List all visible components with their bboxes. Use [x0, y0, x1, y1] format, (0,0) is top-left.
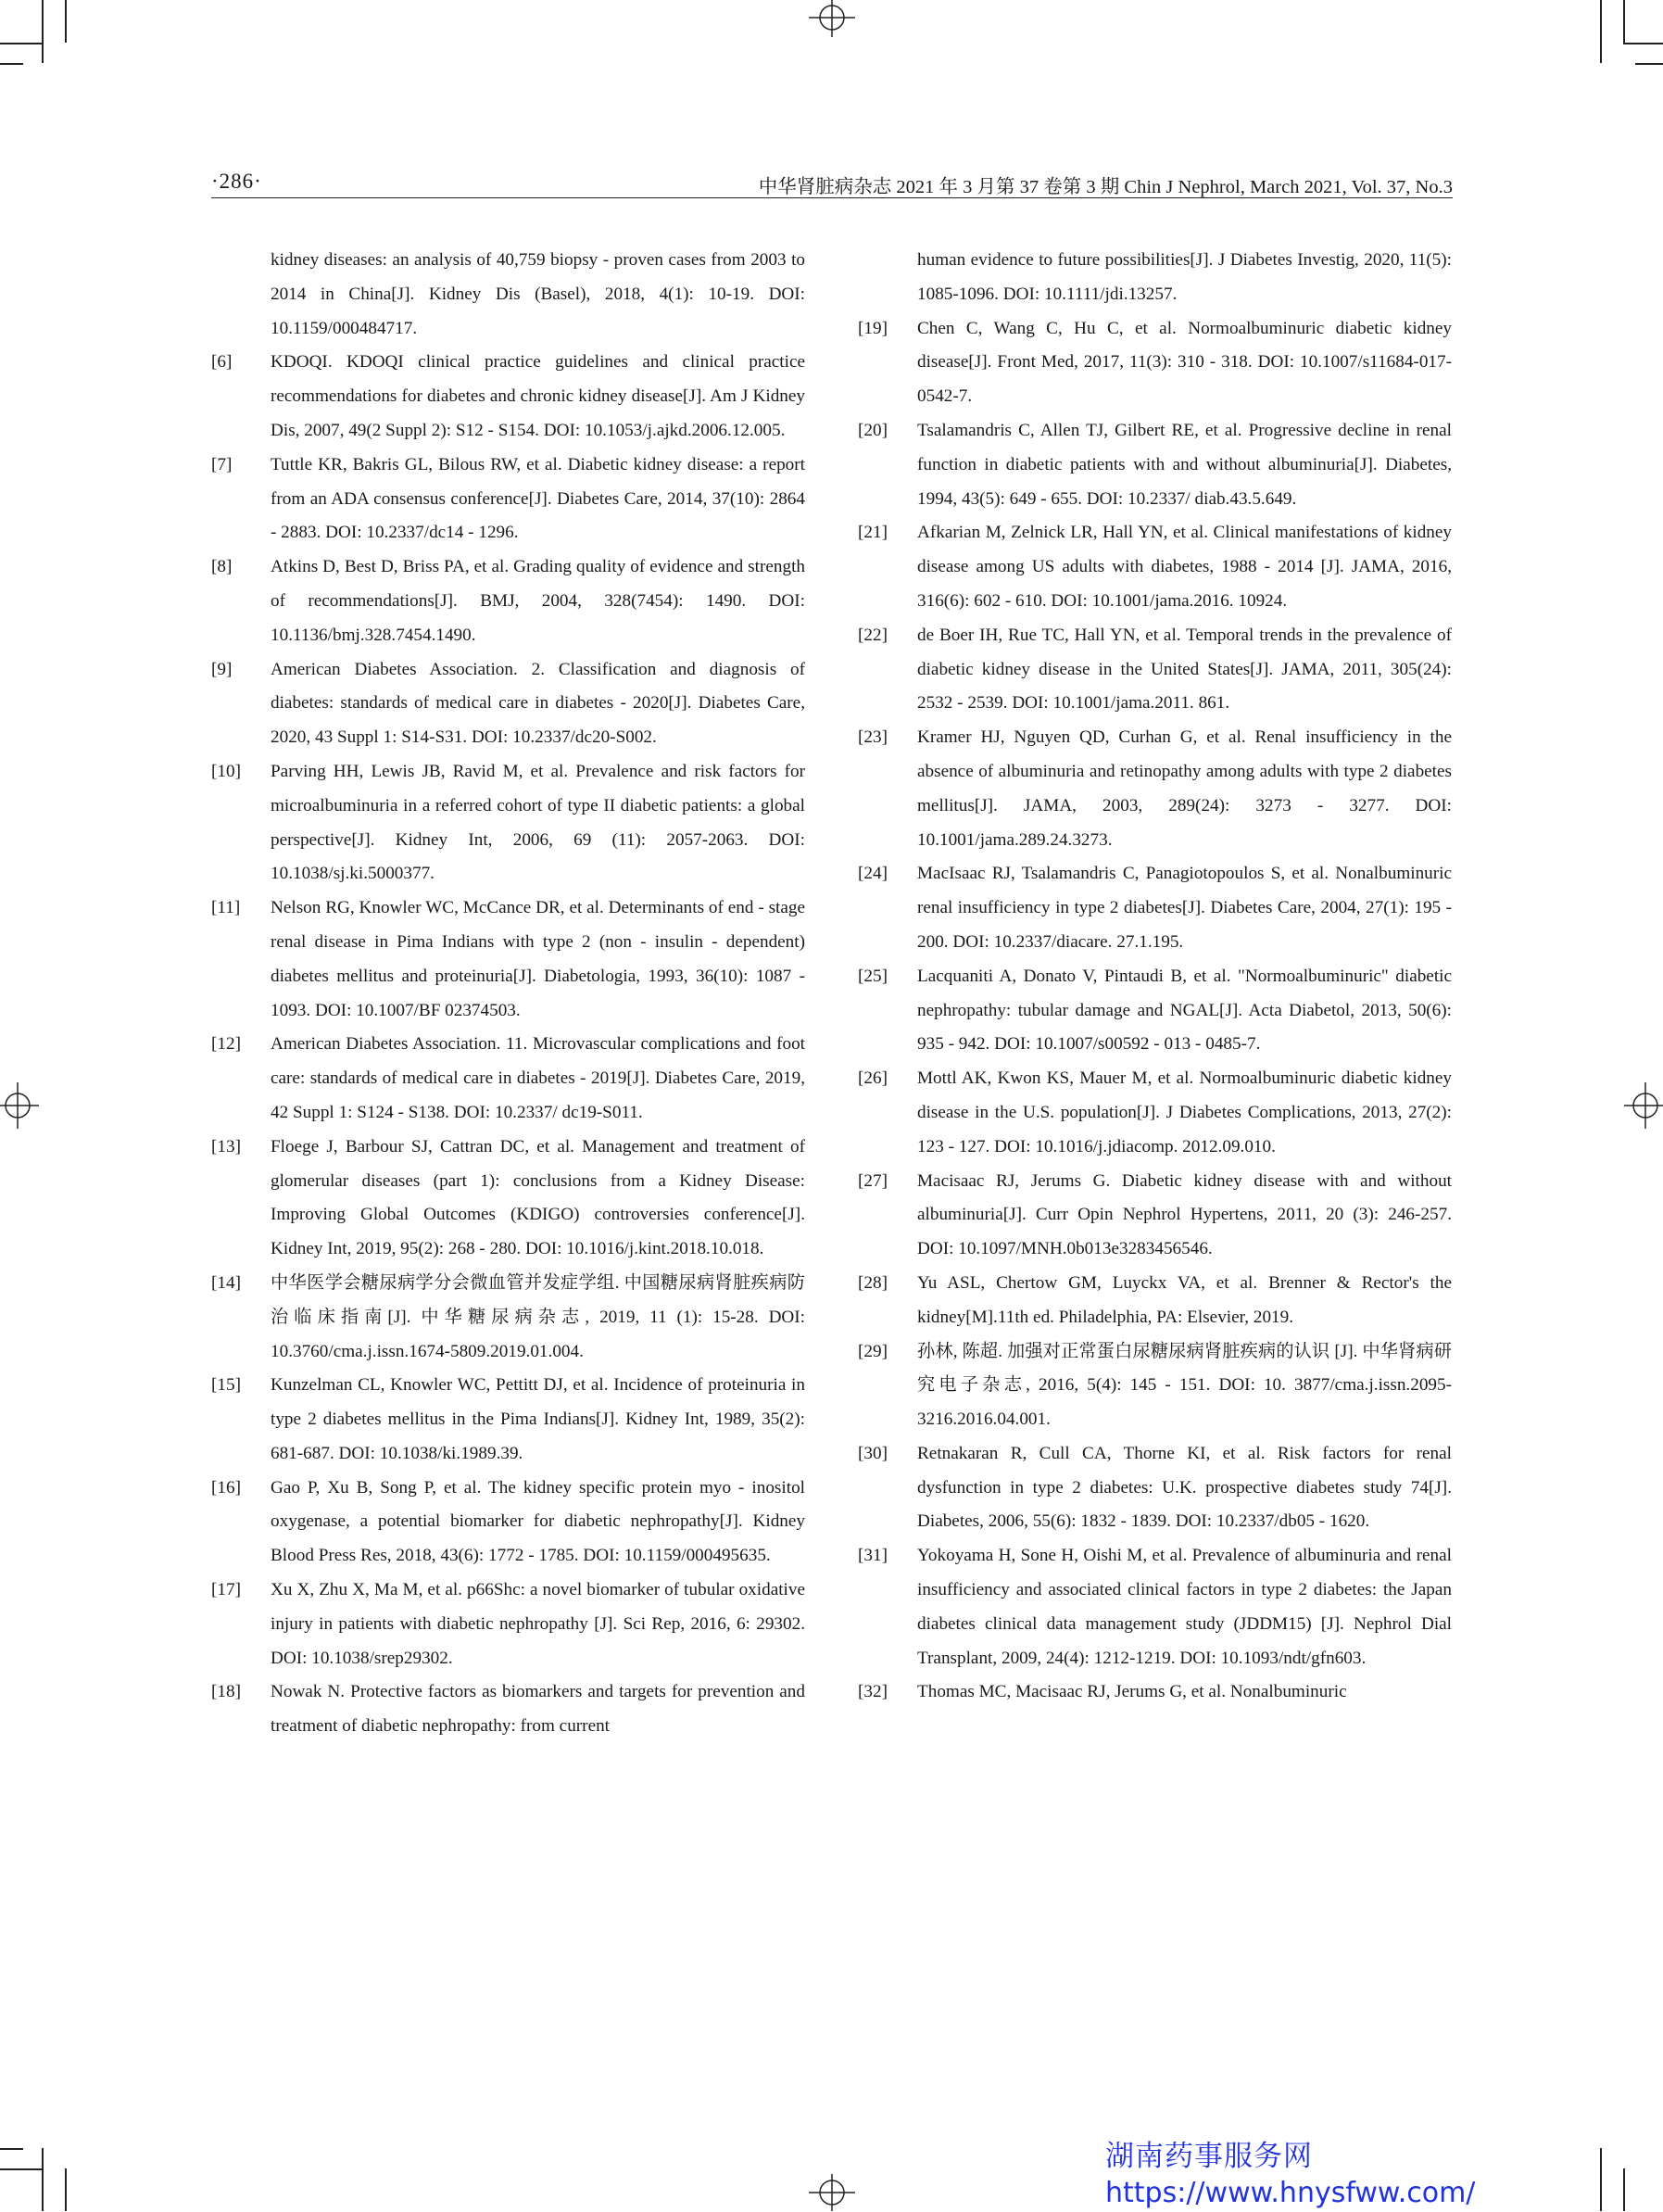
- reference-number: [23]: [858, 727, 888, 748]
- reference-text: Kramer HJ, Nguyen QD, Curhan G, et al. Renal insufficiency in the absence of albuminuria and retinopathy among adults with type 2 diabetes mellitus[J]. JAMA, 2003, 289(24): 3273 - 3277. DOI: 10.1001/jama.289.24.3273.: [917, 727, 1452, 850]
- reference-number: [16]: [211, 1477, 241, 1498]
- reference-number: [30]: [858, 1443, 888, 1463]
- reference-text: Yokoyama H, Sone H, Oishi M, et al. Prevalence of albuminuria and renal insufficiency and associated clinical factors in type 2 diabetes: the Japan diabetes clinical data management study (JDDM15) [J]. Nephrol Dial Transplant, 2009, 24(4): 1212-1219. DOI: 10.1093/ndt/gfn603.: [917, 1546, 1452, 1668]
- crop-mark: [1600, 2148, 1602, 2211]
- crop-mark: [65, 2168, 67, 2211]
- reference-entry: [211, 1131, 805, 1267]
- reference-entry: [858, 619, 1452, 721]
- reference-text: Lacquaniti A, Donato V, Pintaudi B, et al. "Normoalbuminuric" diabetic nephropathy: tubular damage and NGAL[J]. Acta Diabetol, 2013, 50(6): 935 - 942. DOI: 10.1007/s00592 - 013 - 0485-7.: [917, 966, 1452, 1055]
- reference-entry: [858, 516, 1452, 618]
- registration-mark-icon: [809, 2170, 855, 2211]
- reference-entry: [858, 1267, 1452, 1335]
- reference-number: [6]: [211, 352, 233, 373]
- reference-entry: [858, 312, 1452, 414]
- reference-number: [15]: [211, 1375, 241, 1396]
- reference-number: [9]: [211, 659, 233, 679]
- reference-text: MacIsaac RJ, Tsalamandris C, Panagiotopoulos S, et al. Nonalbuminuric renal insufficiency in type 2 diabetes[J]. Diabetes Care, 2004, 27(1): 195 - 200. DOI: 10.2337/diacare. 27.1.195.: [917, 864, 1452, 952]
- reference-text: Atkins D, Best D, Briss PA, et al. Grading quality of evidence and strength of recommendations[J]. BMJ, 2004, 328(7454): 1490. DOI: 10.1136/bmj.328.7454.1490.: [271, 557, 805, 645]
- reference-text: Tsalamandris C, Allen TJ, Gilbert RE, et al. Progressive decline in renal function in diabetic patients with and without albuminuria[J]. Diabetes, 1994, 43(5): 649 - 655. DOI: 10.2337/ diab.43.5.649.: [917, 420, 1452, 509]
- reference-text: Afkarian M, Zelnick LR, Hall YN, et al. Clinical manifestations of kidney disease among US adults with diabetes, 1988 - 2014 [J]. JAMA, 2016, 316(6): 602 - 610. DOI: 10.1001/jama.2016. 10924.: [917, 523, 1452, 611]
- crop-mark: [42, 2148, 44, 2211]
- reference-text: de Boer IH, Rue TC, Hall YN, et al. Temporal trends in the prevalence of diabetic kidney disease in the United States[J]. JAMA, 2011, 305(24): 2532 - 2539. DOI: 10.1001/jama.2011. 861.: [917, 625, 1452, 714]
- reference-text: Mottl AK, Kwon KS, Mauer M, et al. Normoalbuminuric diabetic kidney disease in the U.S. population[J]. J Diabetes Complications, 2013, 27(2): 123 - 127. DOI: 10.1016/j.jdiacomp. 2012.09.010.: [917, 1068, 1452, 1157]
- reference-number: [8]: [211, 557, 233, 577]
- reference-entry: [211, 755, 805, 891]
- reference-entry: [211, 449, 805, 550]
- reference-entry: [211, 1369, 805, 1471]
- reference-entry: [211, 653, 805, 755]
- registration-mark-icon: [0, 1082, 39, 1129]
- reference-entry: [211, 550, 805, 652]
- reference-entry: [858, 960, 1452, 1062]
- journal-info: 中华肾脏病杂志 2021 年 3 月第 37 卷第 3 期 Chin J Nephrol, March 2021, Vol. 37, No.3: [758, 177, 1453, 197]
- reference-entry: [858, 1062, 1452, 1164]
- reference-number: [20]: [858, 420, 888, 440]
- crop-mark: [1623, 2168, 1625, 2211]
- reference-number: [29]: [858, 1341, 888, 1361]
- reference-text: Nowak N. Protective factors as biomarkers and targets for prevention and treatment of diabetic nephropathy: from current: [271, 1682, 805, 1737]
- crop-mark: [0, 2148, 23, 2150]
- reference-entry: [211, 244, 805, 346]
- reference-column-right: [858, 244, 1452, 1710]
- page-number: ·286·: [211, 170, 262, 193]
- reference-entry: [858, 1165, 1452, 1267]
- reference-entry: [858, 244, 1452, 312]
- reference-text: Nelson RG, Knowler WC, McCance DR, et al. Determinants of end - stage renal disease in Pima Indians with type 2 (non - insulin - dependent) diabetes mellitus and proteinuria[J]. Diabetologia, 1993, 36(10): 1087 - 1093. DOI: 10.1007/BF 02374503.: [271, 898, 805, 1020]
- reference-number: [21]: [858, 523, 888, 543]
- reference-text: Retnakaran R, Cull CA, Thorne KI, et al. Risk factors for renal dysfunction in type 2 diabetes: U.K. prospective diabetes study 74[J]. Diabetes, 2006, 55(6): 1832 - 1839. DOI: 10.2337/db05 - 1620.: [917, 1443, 1452, 1532]
- crop-mark: [0, 43, 43, 44]
- watermark-title: 湖南药事服务网: [1105, 2140, 1313, 2173]
- reference-number: [19]: [858, 318, 888, 338]
- reference-entry: [858, 857, 1452, 959]
- reference-number: [28]: [858, 1272, 888, 1293]
- reference-number: [17]: [211, 1580, 241, 1600]
- reference-text: Chen C, Wang C, Hu C, et al. Normoalbuminuric diabetic kidney disease[J]. Front Med, 2017, 11(3): 310 - 318. DOI: 10.1007/s11684-017-0542-7.: [917, 318, 1452, 407]
- reference-text: human evidence to future possibilities[J]. J Diabetes Investig, 2020, 11(5): 1085-1096. DOI: 10.1111/jdi.13257.: [917, 250, 1452, 304]
- reference-text: Gao P, Xu B, Song P, et al. The kidney specific protein myo - inositol oxygenase, a potential biomarker for diabetic nephropathy[J]. Kidney Blood Press Res, 2018, 43(6): 1772 - 1785. DOI: 10.1159/000495635.: [271, 1477, 805, 1566]
- registration-mark-icon: [809, 0, 855, 42]
- reference-entry: [858, 1437, 1452, 1539]
- reference-number: [26]: [858, 1068, 888, 1089]
- running-header: [211, 168, 1453, 198]
- crop-mark: [0, 63, 23, 65]
- registration-mark-icon: [1624, 1082, 1663, 1129]
- crop-mark: [0, 2168, 43, 2170]
- reference-number: [7]: [211, 454, 233, 474]
- reference-number: [14]: [211, 1272, 241, 1293]
- reference-text: Macisaac RJ, Jerums G. Diabetic kidney disease with and without albuminuria[J]. Curr Opin Nephrol Hypertens, 2011, 20 (3): 246-257. DOI: 10.1097/MNH.0b013e3283456546.: [917, 1170, 1452, 1259]
- reference-entry: [858, 1675, 1452, 1710]
- crop-mark: [1600, 0, 1602, 63]
- reference-number: [24]: [858, 864, 888, 884]
- watermark-url[interactable]: https://www.hnysfww.com/: [1105, 2177, 1476, 2209]
- reference-number: [18]: [211, 1682, 241, 1702]
- crop-mark: [1623, 43, 1663, 44]
- reference-number: [22]: [858, 625, 888, 645]
- reference-entry: [211, 1267, 805, 1369]
- reference-entry: [211, 346, 805, 448]
- reference-entry: [211, 891, 805, 1028]
- reference-number: [31]: [858, 1546, 888, 1566]
- reference-text: Kunzelman CL, Knowler WC, Pettitt DJ, et al. Incidence of proteinuria in type 2 diabetes mellitus in the Pima Indians[J]. Kidney Int, 1989, 35(2): 681-687. DOI: 10.1038/ki.1989.39.: [271, 1375, 805, 1463]
- reference-entry: [858, 414, 1452, 516]
- reference-number: [11]: [211, 898, 241, 918]
- reference-entry: [211, 1675, 805, 1744]
- reference-entry: [211, 1028, 805, 1130]
- reference-entry: [858, 721, 1452, 857]
- reference-number: [27]: [858, 1170, 888, 1191]
- reference-text: Xu X, Zhu X, Ma M, et al. p66Shc: a novel biomarker of tubular oxidative injury in patients with diabetic nephropathy [J]. Sci Rep, 2016, 6: 29302. DOI: 10.1038/srep29302.: [271, 1580, 805, 1668]
- reference-number: [12]: [211, 1034, 241, 1055]
- reference-number: [13]: [211, 1136, 241, 1157]
- site-watermark: [1105, 2138, 1504, 2212]
- reference-text: American Diabetes Association. 11. Microvascular complications and foot care: standards of medical care in diabetes - 2019[J]. Diabetes Care, 2019, 42 Suppl 1: S124 - S138. DOI: 10.2337/ dc19-S011.: [271, 1034, 805, 1122]
- reference-text: Parving HH, Lewis JB, Ravid M, et al. Prevalence and risk factors for microalbuminuria in a referred cohort of type II diabetic patients: a global perspective[J]. Kidney Int, 2006, 69 (11): 2057-2063. DOI: 10.1038/sj.ki.5000377.: [271, 761, 805, 884]
- reference-number: [25]: [858, 966, 888, 986]
- reference-entry: [211, 1472, 805, 1574]
- reference-text: 中华医学会糖尿病学分会微血管并发症学组. 中国糖尿病肾脏疾病防治临床指南[J]. 中华糖尿病杂志, 2019, 11 (1): 15-28. DOI: 10.3760/cma.j.issn.1674-5809.2019.01.004.: [271, 1272, 805, 1361]
- reference-number: [32]: [858, 1682, 888, 1702]
- reference-text: KDOQI. KDOQI clinical practice guidelines and clinical practice recommendations for diabetes and chronic kidney disease[J]. Am J Kidney Dis, 2007, 49(2 Suppl 2): S12 - S154. DOI: 10.1053/j.ajkd.2006.12.005.: [271, 352, 805, 440]
- reference-entry: [858, 1539, 1452, 1675]
- reference-text: kidney diseases: an analysis of 40,759 biopsy - proven cases from 2003 to 2014 in China[J]. Kidney Dis (Basel), 2018, 4(1): 10-19. DOI: 10.1159/000484717.: [271, 250, 805, 338]
- reference-column-left: [211, 244, 805, 1744]
- reference-text: American Diabetes Association. 2. Classification and diagnosis of diabetes: standards of medical care in diabetes - 2020[J]. Diabetes Care, 2020, 43 Suppl 1: S14-S31. DOI: 10.2337/dc20-S002.: [271, 659, 805, 748]
- reference-entry: [858, 1335, 1452, 1437]
- reference-text: 孙林, 陈超. 加强对正常蛋白尿糖尿病肾脏疾病的认识 [J]. 中华肾病研究电子杂志, 2016, 5(4): 145 - 151. DOI: 10. 3877/cma.j.issn.2095-3216.2016.04.001.: [917, 1341, 1452, 1430]
- crop-mark: [65, 0, 67, 43]
- reference-number: [10]: [211, 761, 241, 781]
- reference-text: Floege J, Barbour SJ, Cattran DC, et al. Management and treatment of glomerular diseases (part 1): conclusions from a Kidney Disease: Improving Global Outcomes (KDIGO) controversies conference[J]. Kidney Int, 2019, 95(2): 268 - 280. DOI: 10.1016/j.kint.2018.10.018.: [271, 1136, 805, 1259]
- crop-mark: [1623, 0, 1625, 43]
- reference-text: Tuttle KR, Bakris GL, Bilous RW, et al. Diabetic kidney disease: a report from an ADA consensus conference[J]. Diabetes Care, 2014, 37(10): 2864 - 2883. DOI: 10.2337/dc14 - 1296.: [271, 454, 805, 543]
- reference-entry: [211, 1574, 805, 1675]
- reference-text: Yu ASL, Chertow GM, Luyckx VA, et al. Brenner & Rector's the kidney[M].11th ed. Philadelphia, PA: Elsevier, 2019.: [917, 1272, 1452, 1327]
- crop-mark: [1635, 63, 1663, 65]
- crop-mark: [42, 0, 44, 63]
- reference-text: Thomas MC, Macisaac RJ, Jerums G, et al. Nonalbuminuric: [917, 1682, 1347, 1702]
